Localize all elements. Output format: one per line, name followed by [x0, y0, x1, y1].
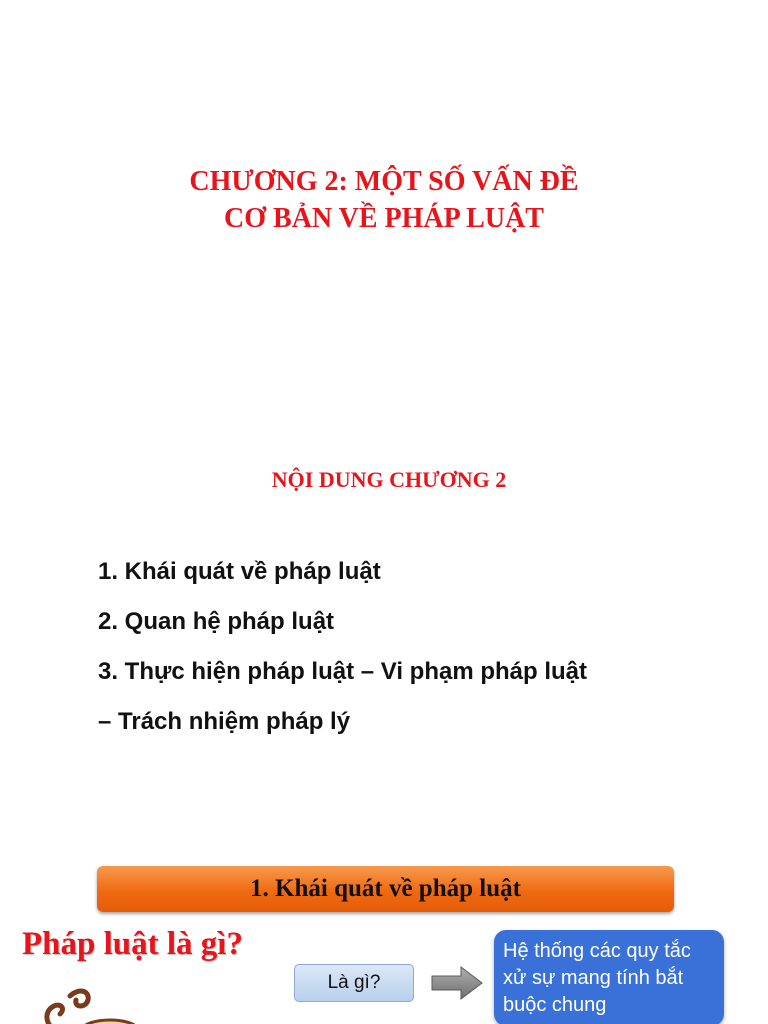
- slide-chapter-contents: [0, 330, 768, 830]
- slide-chapter-title: [0, 0, 768, 330]
- chapter-title-line-2: CƠ BẢN VỀ PHÁP LUẬT: [224, 203, 544, 234]
- answer-box: Hệ thống các quy tắc xử sự mang tính bắt buộc chung: [494, 930, 724, 1024]
- contents-item-3-continued: – Trách nhiệm pháp lý: [98, 708, 351, 735]
- contents-item-1: 1. Khái quát về pháp luật: [98, 558, 381, 585]
- section-banner: 1. Khái quát về pháp luật: [97, 866, 674, 912]
- chapter-title: [0, 163, 768, 237]
- chapter-title-line-1: CHƯƠNG 2: MỘT SỐ VẤN ĐỀ: [189, 166, 579, 197]
- cartoon-figure-icon: [30, 988, 140, 1024]
- arrow-right-icon: [431, 965, 483, 1001]
- slide-law-overview: [0, 830, 768, 1024]
- contents-item-2: 2. Quan hệ pháp luật: [98, 608, 335, 635]
- contents-item-3: 3. Thực hiện pháp luật – Vi phạm pháp luật: [98, 658, 587, 685]
- question-box: Là gì?: [294, 964, 414, 1002]
- contents-heading: NỘI DUNG CHƯƠNG 2: [271, 467, 507, 492]
- contents-list: [98, 547, 587, 747]
- question-title: Pháp luật là gì?: [22, 926, 243, 962]
